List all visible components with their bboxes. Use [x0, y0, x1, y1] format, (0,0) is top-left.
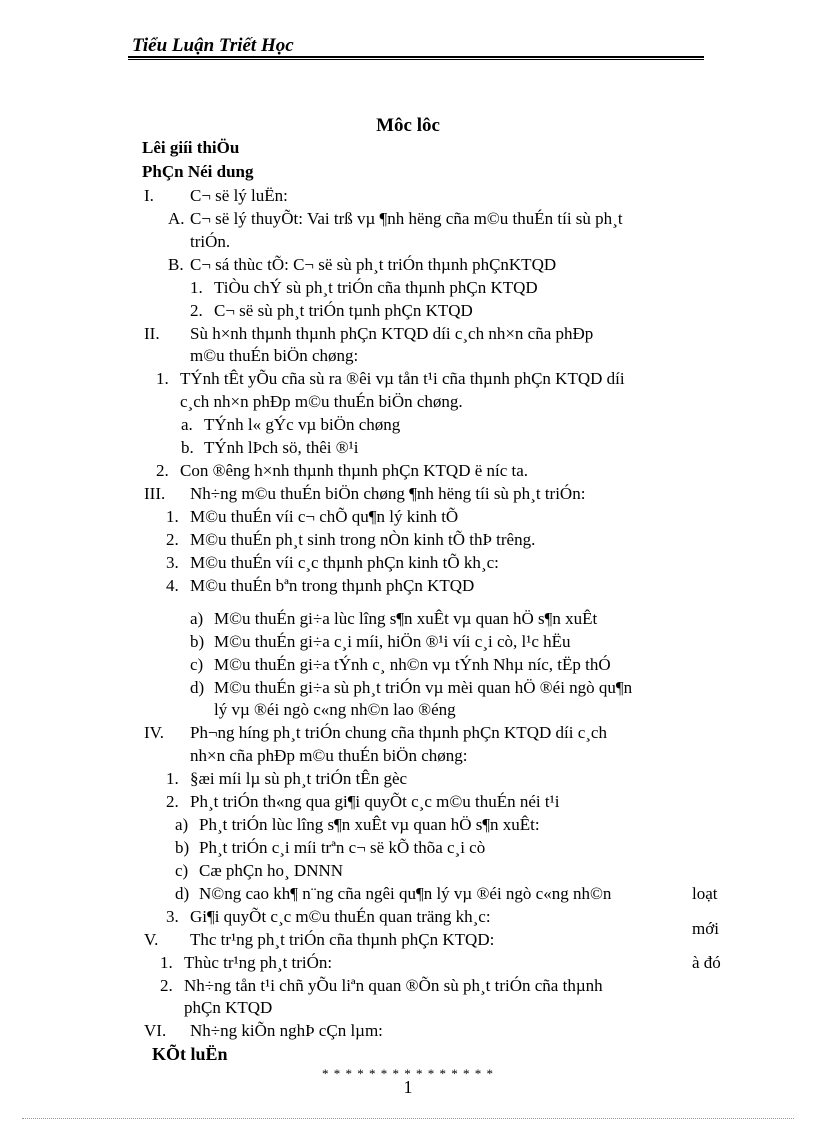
toc-item-IB2-text: C¬ së sù ph¸t triÓn tµnh phÇn KTQD	[214, 301, 473, 320]
toc-item-IV2-text: Ph¸t triÓn th«ng qua gi¶i quyÕt c¸c m©u thuÉn néi t¹i	[190, 792, 560, 811]
toc-item-IV3-text: Gi¶i quyÕt c¸c m©u thuÉn quan träng kh¸c:	[190, 907, 491, 926]
toc-item-IB1-mark: 1.	[190, 278, 203, 297]
toc-item-III-mark: III.	[144, 484, 166, 503]
toc-item-II1-cont: c¸ch nh×n phÐp m©u thuÉn biÖn chøng.	[180, 392, 463, 411]
toc-item-IV2d-mark: d)	[175, 884, 190, 903]
toc-title: Môc lôc	[376, 115, 440, 136]
footer-stars: * * * * * * * * * * * * * * *	[322, 1066, 494, 1081]
toc-item-III3-text: M©u thuÉn víi c¸c thµnh phÇn kinh tÕ kh¸c:	[190, 553, 499, 572]
toc-item-IB-mark: B.	[168, 255, 184, 274]
toc-item-IV2a-mark: a)	[175, 815, 189, 834]
toc-item-III4-text: M©u thuÉn bªn trong thµnh phÇn KTQD	[190, 576, 475, 595]
toc-item-IV2c-text: Cæ phÇn ho¸ DNNN	[199, 861, 344, 880]
content-part-heading: PhÇn Néi dung	[142, 162, 254, 181]
header-rule-thin	[128, 59, 704, 60]
toc-item-III1-text: M©u thuÉn víi c¬ chÕ qu¶n lý kinh tÕ	[190, 507, 459, 526]
toc-item-II2-text: Con ®êng h×nh thµnh thµnh phÇn KTQD ë níc ta.	[180, 461, 529, 480]
toc-item-IA-mark: A.	[168, 209, 185, 228]
toc-item-III4d-mark: d)	[190, 678, 205, 697]
toc-item-III1-mark: 1.	[166, 507, 179, 526]
toc-item-IV2a-text: Ph¸t triÓn lùc lîng s¶n xuÊt vµ quan hÖ s¶n xuÊt:	[199, 815, 540, 834]
toc-item-III-text: Nh÷ng m©u thuÉn biÖn chøng ¶nh hëng tíi sù ph¸t triÓn:	[190, 484, 586, 503]
toc-item-III4d-text: M©u thuÉn gi÷a sù ph¸t triÓn vµ mèi quan hÖ ®éi ngò qu¶n	[214, 678, 633, 697]
margin-fragment-1: loạt	[692, 884, 718, 903]
toc-item-III3-mark: 3.	[166, 553, 179, 572]
toc-item-II-text: Sù h×nh thµnh thµnh phÇn KTQD díi c¸ch nh×n cña phÐp	[190, 324, 594, 343]
toc-item-III2-mark: 2.	[166, 530, 179, 549]
toc-item-III4b-text: M©u thuÉn gi÷a c¸i míi, hiÖn ®¹i víi c¸i cò, l¹c hËu	[214, 632, 571, 651]
toc-item-IV2-mark: 2.	[166, 792, 179, 811]
toc-item-III4a-text: M©u thuÉn gi÷a lùc lîng s¶n xuÊt vµ quan hÖ s¶n xuÊt	[214, 609, 598, 628]
toc-item-IV3-mark: 3.	[166, 907, 179, 926]
toc-item-IA-cont: triÓn.	[190, 232, 231, 251]
toc-item-II1b-mark: b.	[181, 438, 194, 457]
toc-item-III4a-mark: a)	[190, 609, 204, 628]
toc-item-IV2d-text: N©ng cao kh¶ n¨ng cña ngêi qu¶n lý vµ ®éi ngò c«ng nh©n	[199, 884, 612, 903]
conclusion-heading: KÕt luËn	[152, 1044, 228, 1064]
toc-item-III4-mark: 4.	[166, 576, 179, 595]
toc-item-IB1-text: TiÒu chÝ sù ph¸t triÓn cña thµnh phÇn KTQD	[214, 278, 538, 297]
header-title: Tiểu Luận Triết Học	[132, 35, 294, 56]
toc-item-II1-text: TÝnh tÊt yÕu cña sù ra ®êi vµ tån t¹i cña thµnh phÇn KTQD díi	[180, 369, 625, 388]
toc-item-II1-mark: 1.	[156, 369, 169, 388]
toc-item-II-mark: II.	[144, 324, 160, 343]
toc-item-IV1-text: §æi míi lµ sù ph¸t triÓn tÊn gèc	[190, 769, 408, 788]
intro-heading: Lêi giíi thiÖu	[142, 138, 240, 157]
toc-item-V-mark: V.	[144, 930, 159, 949]
toc-item-V2-text: Nh÷ng tån t¹i chñ yÕu liªn quan ®Õn sù ph¸t triÓn cña thµnh	[184, 976, 603, 995]
toc-item-III4b-mark: b)	[190, 632, 205, 651]
toc-item-III4c-mark: c)	[190, 655, 204, 674]
toc-item-V2-mark: 2.	[160, 976, 173, 995]
toc-item-I-mark: I.	[144, 186, 154, 205]
toc-item-I-text: C¬ së lý luËn:	[190, 186, 288, 205]
toc-item-V1-mark: 1.	[160, 953, 173, 972]
margin-fragment-2: mới	[692, 919, 719, 938]
page-number: 1	[403, 1077, 413, 1097]
toc-item-III4c-text: M©u thuÉn gi÷a tÝnh c¸ nh©n vµ tÝnh Nhµ níc, tËp thÓ	[214, 655, 611, 674]
toc-item-III4d-cont: lý vµ ®éi ngò c«ng nh©n lao ®éng	[214, 700, 456, 719]
toc-item-II2-mark: 2.	[156, 461, 169, 480]
toc-item-VI-text: Nh÷ng kiÕn nghÞ cÇn lµm:	[190, 1021, 383, 1040]
toc-item-IB2-mark: 2.	[190, 301, 203, 320]
toc-item-IV2b-text: Ph¸t triÓn c¸i míi trªn c¬ së kÕ thõa c¸i cò	[199, 838, 486, 857]
toc-item-IV-text: Ph¬ng híng ph¸t triÓn chung cña thµnh phÇn KTQD díi c¸ch	[190, 723, 607, 742]
toc-item-V1-text: Thùc tr¹ng ph¸t triÓn:	[184, 953, 333, 972]
toc-item-II1b-text: TÝnh lÞch sö, thêi ®¹i	[204, 438, 359, 457]
toc-item-IV1-mark: 1.	[166, 769, 179, 788]
margin-fragment-3: à đó	[692, 953, 721, 972]
toc-item-IV2c-mark: c)	[175, 861, 189, 880]
toc-item-II1a-mark: a.	[181, 415, 193, 434]
header-rule-thick	[128, 56, 704, 58]
toc-item-IB-text: C¬ sá thùc tÕ: C¬ së sù ph¸t triÓn thµnh phÇnKTQD	[190, 255, 557, 274]
toc-item-V2-cont: phÇn KTQD	[184, 998, 273, 1017]
toc-item-II-cont: m©u thuÉn biÖn chøng:	[190, 346, 359, 365]
toc-item-IV-mark: IV.	[144, 723, 164, 742]
toc-item-III2-text: M©u thuÉn ph¸t sinh trong nÒn kinh tÕ thÞ trêng.	[190, 530, 536, 549]
toc-item-V-text: Thc tr¹ng ph¸t triÓn cña thµnh phÇn KTQD:	[190, 930, 495, 949]
toc-item-IV-cont: nh×n cña phÐp m©u thuÉn biÖn chøng:	[190, 746, 468, 765]
toc-item-VI-mark: VI.	[144, 1021, 167, 1040]
toc-item-II1a-text: TÝnh l« gÝc vµ biÖn chøng	[204, 415, 401, 434]
page-bottom-dotted-line	[22, 1118, 794, 1119]
toc-item-IA-text: C¬ së lý thuyÕt: Vai trß vµ ¶nh hëng cña m©u thuÉn tíi sù ph¸t	[190, 209, 623, 228]
toc-item-IV2b-mark: b)	[175, 838, 190, 857]
